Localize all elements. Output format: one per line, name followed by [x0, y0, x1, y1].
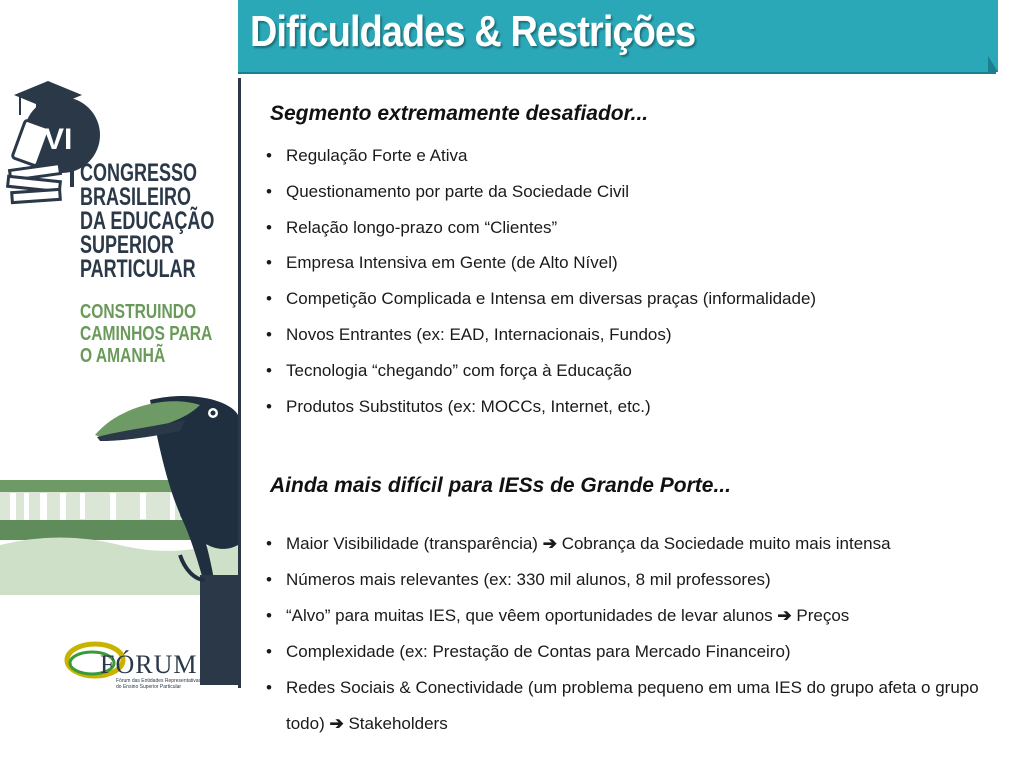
congress-line: PARTICULAR — [80, 255, 196, 283]
list-item: • Tecnologia “chegando” com força à Educação — [266, 360, 816, 396]
books-icon — [8, 164, 61, 203]
congress-line: SUPERIOR — [80, 231, 175, 259]
list-item: • Números mais relevantes (ex: 330 mil alunos, 8 mil professores) — [266, 562, 1006, 598]
section-heading: Ainda mais difícil para IESs de Grande Porte... — [270, 474, 731, 497]
slogan-line: O AMANHÃ — [80, 345, 166, 367]
arrow-right-icon: ➔ — [542, 534, 557, 553]
sidebar-artwork — [0, 75, 238, 690]
item-text: Maior Visibilidade (transparência) — [286, 534, 538, 553]
slide-title: Dificuldades & Restrições — [250, 7, 696, 56]
arrow-right-icon: ➔ — [329, 714, 344, 733]
list-item — [266, 526, 1006, 562]
forum-logo-word: FÓRUM — [100, 650, 198, 679]
title-banner-shadow — [238, 72, 996, 74]
arrow-right-icon: ➔ — [777, 606, 792, 625]
toucan-illustration — [95, 396, 238, 685]
list-item: • Questionamento por parte da Sociedade Civil — [266, 181, 816, 217]
congress-line: CONGRESSO — [80, 159, 198, 187]
congress-name — [80, 161, 214, 281]
forum-logo-subtitle: Fórum das Entidades Representativas do Ensino Superior Particular — [116, 678, 202, 690]
list-item: • Novos Entrantes (ex: EAD, Internacionais, Fundos) — [266, 324, 816, 360]
list-item: • Competição Complicada e Intensa em diversas praças (informalidade) — [266, 288, 816, 324]
list-item: • Produtos Substitutos (ex: MOCCs, Internet, etc.) — [266, 396, 816, 432]
title-banner-fold — [988, 56, 998, 72]
congress-slogan — [80, 301, 212, 367]
list-item: • Regulação Forte e Ativa — [266, 145, 816, 181]
list-item: • Relação longo-prazo com “Clientes” — [266, 217, 816, 253]
slogan-line: CONSTRUINDO — [80, 301, 197, 323]
section-heading: Segmento extremamente desafiador... — [270, 102, 649, 125]
vertical-divider — [238, 78, 241, 688]
item-text: Stakeholders — [348, 714, 448, 733]
list-item — [266, 598, 1006, 634]
item-text: “Alvo” para muitas IES, que vêem oportunidades de levar alunos — [286, 606, 773, 625]
congress-line: DA EDUCAÇÃO — [80, 207, 215, 235]
list-item: • Empresa Intensiva em Gente (de Alto Nível) — [266, 252, 816, 288]
item-text: Redes Sociais & Conectividade (um problema pequeno em uma IES do grupo afeta o grupo todo) — [286, 678, 979, 733]
roman-numeral: VI — [44, 123, 73, 156]
item-text: Cobrança da Sociedade muito mais intensa — [561, 534, 891, 553]
congress-line: BRASILEIRO — [80, 183, 192, 211]
item-text: Preços — [796, 606, 850, 625]
list-item — [266, 670, 1006, 742]
bullet-list — [266, 526, 1006, 742]
slogan-line: CAMINHOS PARA — [80, 323, 213, 345]
bullet-list — [266, 145, 816, 431]
list-item: • Complexidade (ex: Prestação de Contas para Mercado Financeiro) — [266, 634, 1006, 670]
